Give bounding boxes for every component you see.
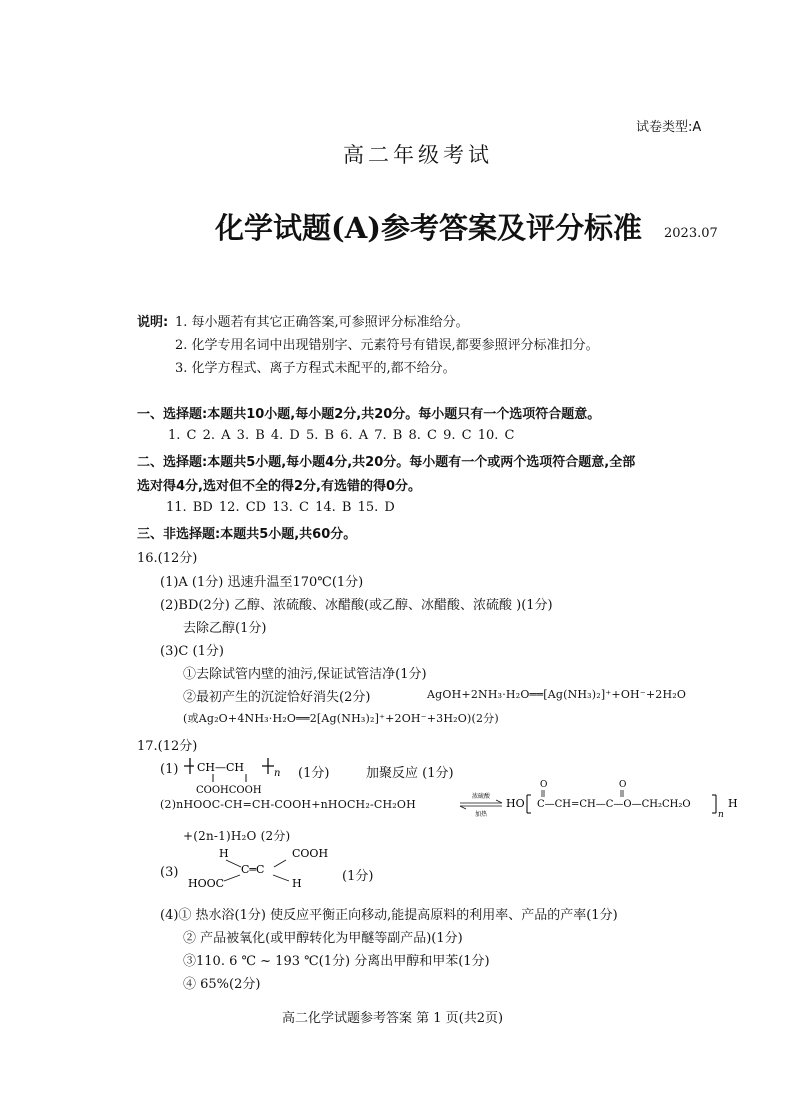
- product-chain: C—CH=CH—C—O—CH₂CH₂O: [537, 799, 691, 810]
- q16-part3a: ①去除试管内壁的油污,保证试管洁净(1分): [183, 667, 427, 682]
- product-o1: O: [540, 780, 548, 790]
- q16-part2: (2)BD(2分) 乙醇、浓硫酸、冰醋酸(或乙醇、冰醋酸、浓硫酸 )(1分): [160, 598, 553, 613]
- struct-hooc: HOOC: [188, 877, 225, 890]
- q17-part4b: ② 产品被氧化(或甲醇转化为甲醚等副产品)(1分): [183, 931, 463, 946]
- condition-top: 浓硫酸: [471, 793, 491, 800]
- q16-part1: (1)A (1分) 迅速升温至170℃(1分): [160, 575, 364, 590]
- fumaric-acid-structure: [186, 843, 336, 891]
- polymer-side-groups: COOHCOOH: [196, 785, 262, 796]
- q16-part3c: (或Ag₂O+4NH₃·H₂O══2[Ag(NH₃)₂]⁺+2OH⁻+3H₂O)(2分): [183, 712, 499, 725]
- page-title: 化学试题(A)参考答案及评分标准: [215, 211, 642, 245]
- q17-part3-score: (1分): [342, 869, 374, 884]
- struct-cooh-top: COOH: [292, 847, 329, 860]
- exam-name: 高二年级考试: [343, 143, 493, 167]
- q17-part4a: (4)① 热水浴(1分) 使反应平衡正向移动,能提高原料的利用率、产品的产率(1分): [160, 908, 618, 923]
- q17-part1-score: (1分): [298, 766, 330, 781]
- section1-heading: 一、选择题:本题共10小题,每小题2分,共20分。每小题只有一个选项符合题意。: [137, 407, 601, 422]
- condition-bottom: 加热: [474, 811, 488, 818]
- section1-answers: 1. C 2. A 3. B 4. D 5. B 6. A 7. B 8. C 9. C 10. C: [168, 428, 515, 443]
- polymer-structure: [184, 752, 294, 798]
- product-n: n: [718, 810, 724, 820]
- q17-part1-label: (1): [160, 762, 179, 777]
- note-item-1: 1. 每小题若有其它正确答案,可参照评分标准给分。: [175, 315, 469, 330]
- struct-h-bottom: H: [292, 877, 302, 890]
- notes-lead: 说明:: [137, 315, 169, 330]
- q17-part1-type: 加聚反应 (1分): [366, 766, 454, 781]
- q16-part2b: 去除乙醇(1分): [183, 621, 267, 636]
- product-ho: HO: [506, 797, 525, 810]
- page-footer: 高二化学试题参考答案 第 1 页(共2页): [282, 1011, 504, 1026]
- paper-type: 试卷类型:A: [636, 120, 702, 135]
- struct-core: C═C: [241, 863, 265, 876]
- product-h: H: [728, 797, 738, 810]
- product-o2: O: [619, 780, 627, 790]
- reversible-arrow: [458, 789, 504, 819]
- q17-part3-label: (3): [160, 865, 179, 880]
- q17-part2-equation: (2)nHOOC-CH=CH-COOH+nHOCH₂-CH₂OH: [160, 798, 416, 811]
- polyester-product: [506, 775, 746, 825]
- section2-answers: 11. BD 12. CD 13. C 14. B 15. D: [166, 500, 395, 515]
- section2-heading-2: 选对得4分,选对但不全的得2分,有选错的得0分。: [137, 479, 422, 494]
- section3-heading: 三、非选择题:本题共5小题,共60分。: [137, 527, 357, 542]
- note-item-3: 3. 化学方程式、离子方程式未配平的,都不给分。: [175, 361, 456, 376]
- q17-part4c: ③110. 6 ℃ ~ 193 ℃(1分) 分离出甲醇和甲苯(1分): [183, 954, 490, 969]
- q16-part3b-equation: AgOH+2NH₃·H₂O══[Ag(NH₃)₂]⁺+OH⁻+2H₂O: [427, 688, 687, 701]
- q16-part3: (3)C (1分): [160, 644, 224, 659]
- polymer-backbone: CH—CH: [197, 761, 245, 774]
- q16-label: 16.(12分): [137, 551, 198, 566]
- struct-h-top: H: [219, 847, 229, 860]
- q17-part2-line2: +(2n-1)H₂O (2分): [183, 829, 291, 843]
- section2-heading-1: 二、选择题:本题共5小题,每小题4分,共20分。每小题有一个或两个选项符合题意,全部: [137, 455, 636, 470]
- q17-part4d: ④ 65%(2分): [183, 977, 261, 992]
- q16-part3b: ②最初产生的沉淀恰好消失(2分): [183, 690, 371, 705]
- note-item-2: 2. 化学专用名词中出现错别字、元素符号有错误,都要参照评分标准扣分。: [175, 338, 599, 353]
- date: 2023.07: [664, 226, 718, 241]
- polymer-n: n: [274, 768, 281, 779]
- q17-label: 17.(12分): [137, 739, 198, 754]
